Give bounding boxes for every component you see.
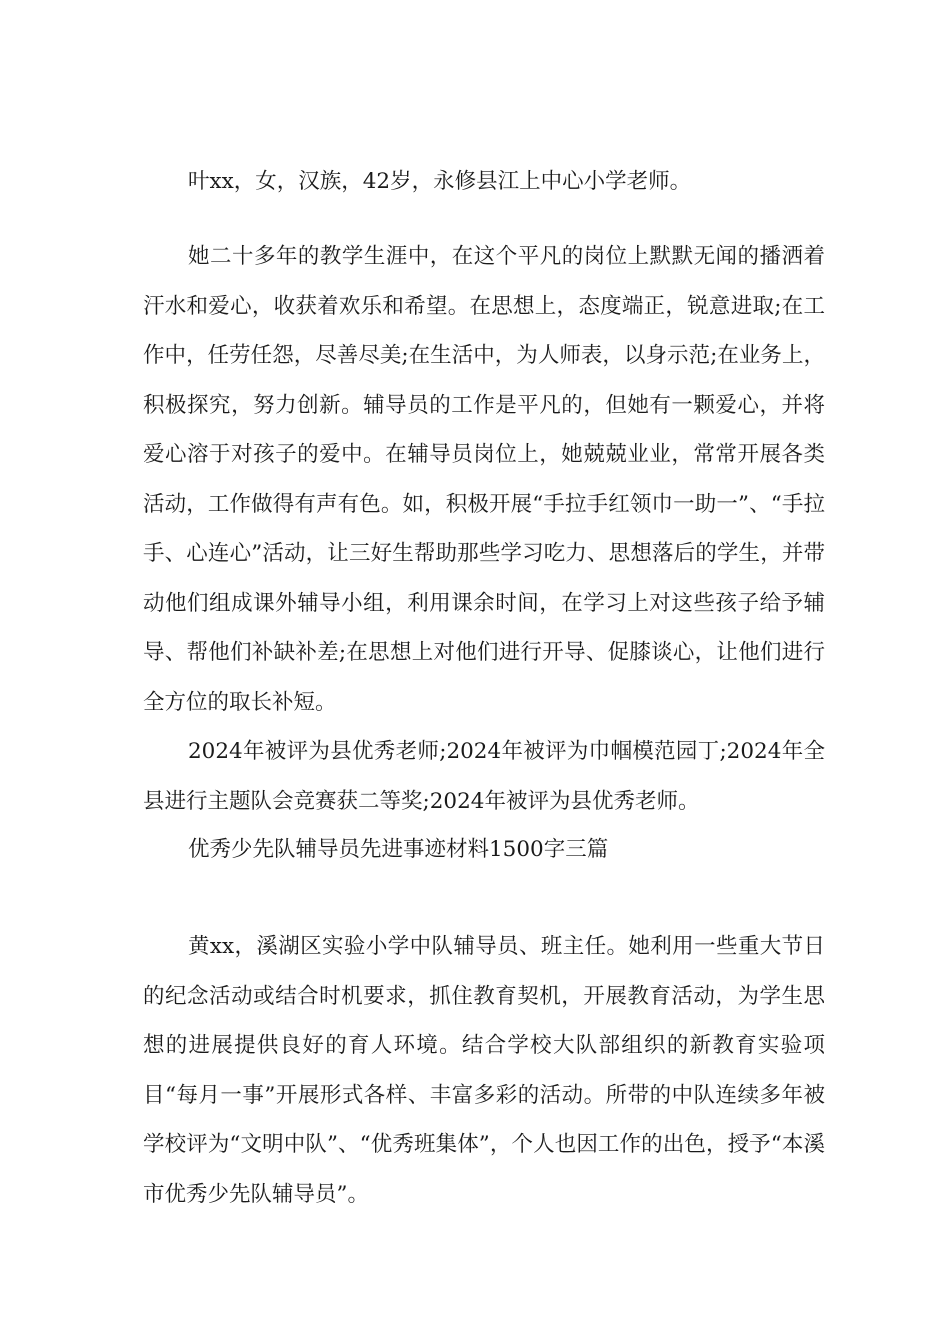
intro-line: 叶xx，女，汉族，42岁，永修县江上中心小学老师。 bbox=[188, 169, 692, 194]
paragraph-second-teacher: 黄xx，溪湖区实验小学中队辅导员、班主任。她利用一些重大节日的纪念活动或结合时机要求，抓住教育契机，开展教育活动，为学生思想的进展提供良好的育人环境。结合学校大队部组织的新教育实验项目“每月一事”开展形式各样、丰富多彩的活动。所带的中队连续多年被学校评为“文明中队”、“优秀班集体”，个人也因工作的出色，授予“本溪市优秀少先队辅导员”。 bbox=[143, 934, 825, 1207]
paragraph-teacher-profile: 她二十多年的教学生涯中，在这个平凡的岗位上默默无闻的播洒着汗水和爱心，收获着欢乐和希望。在思想上，态度端正，锐意进取;在工作中，任劳任怨，尽善尽美;在生活中，为人师表，以身示范;在业务上，积极探究，努力创新。辅导员的工作是平凡的，但她有一颗爱心，并将爱心溶于对孩子的爱中。在辅导员岗位上，她兢兢业业，常常开展各类活动，工作做得有声有色。如，积极开展“手拉手红领巾一助一”、“手拉手、心连心”活动，让三好生帮助那些学习吃力、思想落后的学生，并带动他们组成课外辅导小组，利用课余时间，在学习上对这些孩子给予辅导、帮他们补缺补差;在思想上对他们进行开导、促膝谈心，让他们进行全方位的取长补短。 bbox=[143, 244, 825, 715]
paragraph-awards: 2024年被评为县优秀老师;2024年被评为巾帼模范园丁;2024年全县进行主题队会竞赛获二等奖;2024年被评为县优秀老师。 bbox=[143, 739, 825, 814]
section-heading: 优秀少先队辅导员先进事迹材料1500字三篇 bbox=[188, 837, 609, 862]
